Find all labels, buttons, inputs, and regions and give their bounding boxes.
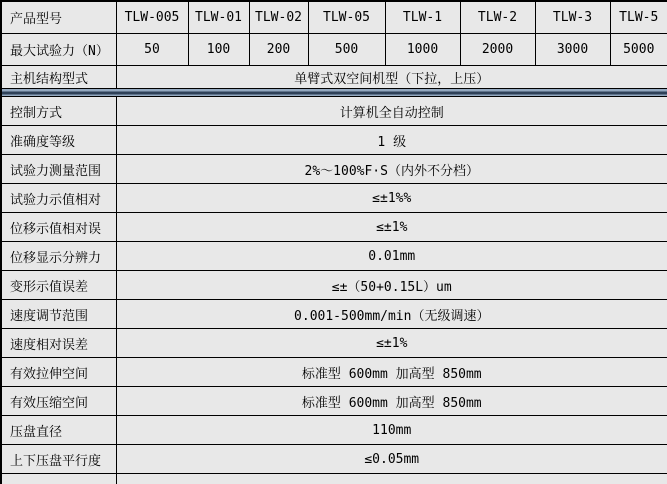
model-name-cell: TLW-005 — [116, 1, 188, 34]
force-value-cell: 5000 — [610, 34, 667, 66]
row-label: 压盘直径 — [1, 416, 116, 445]
force-value-cell: 500 — [308, 34, 385, 66]
row-label: 上下压盘平行度 — [1, 445, 116, 474]
spec-row — [1, 271, 667, 300]
row-label — [1, 474, 116, 484]
spec-row — [1, 155, 667, 184]
force-value-cell: 1000 — [385, 34, 460, 66]
model-name-cell: TLW-1 — [385, 1, 460, 34]
row-label: 有效拉伸空间 — [1, 358, 116, 387]
spec-value-cell: 0.01mm — [116, 242, 667, 271]
row-label: 主机结构型式 — [1, 66, 116, 89]
row-label: 速度相对误差 — [1, 329, 116, 358]
spec-row-structure — [1, 66, 667, 89]
spec-row — [1, 242, 667, 271]
force-value-cell: 200 — [249, 34, 308, 66]
section-divider — [1, 89, 667, 97]
model-name-cell: TLW-2 — [460, 1, 535, 34]
model-header-row — [1, 1, 667, 34]
clipped-row — [1, 474, 667, 484]
row-label: 最大试验力（N） — [1, 34, 116, 66]
spec-row — [1, 97, 667, 126]
spec-value-cell: ≤±1%% — [116, 184, 667, 213]
spec-value-cell: 1 级 — [116, 126, 667, 155]
spec-value-cell: 标准型 600mm 加高型 850mm — [116, 358, 667, 387]
model-name-cell: TLW-3 — [535, 1, 610, 34]
spec-row — [1, 358, 667, 387]
spec-value-cell: 2%～100%F·S（内外不分档） — [116, 155, 667, 184]
spec-value-cell: ≤0.05mm — [116, 445, 667, 474]
force-value-cell: 50 — [116, 34, 188, 66]
spec-value-cell: 110mm — [116, 416, 667, 445]
model-name-cell: TLW-01 — [188, 1, 249, 34]
spec-value-cell — [116, 474, 667, 484]
max-force-row — [1, 34, 667, 66]
spec-row — [1, 126, 667, 155]
spec-row — [1, 387, 667, 416]
spec-row — [1, 184, 667, 213]
row-label: 位移示值相对误 — [1, 213, 116, 242]
force-value-cell: 2000 — [460, 34, 535, 66]
spec-value-cell: ≤±（50+0.15L）um — [116, 271, 667, 300]
row-label: 试验力示值相对 — [1, 184, 116, 213]
spec-row — [1, 329, 667, 358]
spec-row — [1, 416, 667, 445]
model-name-cell: TLW-05 — [308, 1, 385, 34]
row-label: 速度调节范围 — [1, 300, 116, 329]
spec-value-cell: 标准型 600mm 加高型 850mm — [116, 387, 667, 416]
spec-row — [1, 300, 667, 329]
spec-value-cell: 单臂式双空间机型（下拉，上压） — [116, 66, 667, 89]
force-value-cell: 100 — [188, 34, 249, 66]
spec-row — [1, 445, 667, 474]
spec-value-cell: 计算机全自动控制 — [116, 97, 667, 126]
model-name-cell: TLW-02 — [249, 1, 308, 34]
spec-value-cell: ≤±1% — [116, 213, 667, 242]
row-label: 试验力测量范围 — [1, 155, 116, 184]
row-label: 准确度等级 — [1, 126, 116, 155]
row-label: 控制方式 — [1, 97, 116, 126]
section-divider-bar — [1, 89, 667, 97]
spec-row — [1, 213, 667, 242]
spec-value-cell: ≤±1% — [116, 329, 667, 358]
row-label: 产品型号 — [1, 1, 116, 34]
row-label: 有效压缩空间 — [1, 387, 116, 416]
spec-value-cell: 0.001-500mm/min（无级调速） — [116, 300, 667, 329]
force-value-cell: 3000 — [535, 34, 610, 66]
row-label: 位移显示分辨力 — [1, 242, 116, 271]
row-label: 变形示值误差 — [1, 271, 116, 300]
model-name-cell: TLW-5 — [610, 1, 667, 34]
